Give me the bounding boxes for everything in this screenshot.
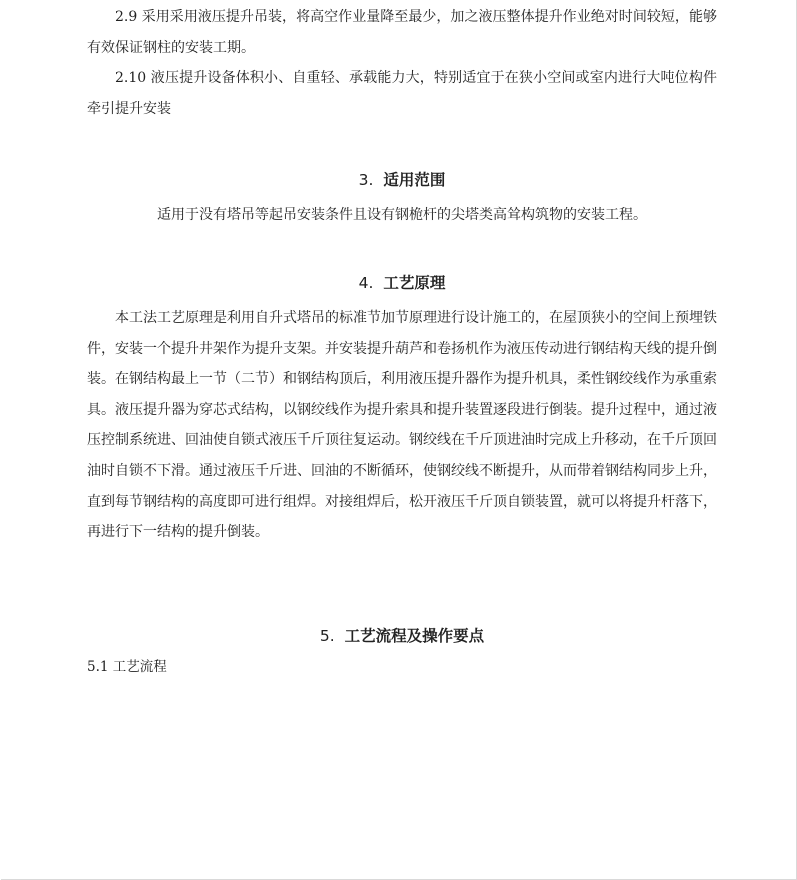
paragraph-2-10: 2.10 液压提升设备体积小、自重轻、承载能力大，特别适宜于在狭小空间或室内进行大吨位构件牵引提升安装 (87, 70, 717, 117)
document-page (1, 0, 797, 880)
subsection-5-1: 5.1 工艺流程 (87, 659, 167, 675)
section-5-title: 工艺流程及操作要点 (344, 627, 485, 645)
section-4-heading (87, 271, 717, 293)
section-3-title: 适用范围 (383, 171, 446, 189)
section-5-heading (87, 624, 717, 646)
paragraph-2-9: 2.9 采用采用液压提升吊装，将高空作业量降至最少，加之液压整体提升作业绝对时间较短，能够有效保证钢柱的安装工期。 (87, 9, 717, 56)
section-4-title: 工艺原理 (383, 274, 446, 292)
section-3-body: 适用于没有塔吊等起吊安装条件且设有钢桅杆的尖塔类高耸构筑物的安装工程。 (157, 207, 647, 223)
section-3-heading (87, 168, 717, 190)
section-4-body: 本工法工艺原理是利用自升式塔吊的标准节加节原理进行设计施工的，在屋顶狭小的空间上预埋铁件，安装一个提升井架作为提升支架。并安装提升葫芦和卷扬机作为液压传动进行钢结构天线的提升倒装。在钢结构最上一节（二节）和钢结构顶后，利用液压提升器作为提升机具，柔性钢绞线作为承重索具。液压提升器为穿芯式结构，以钢绞线作为提升索具和提升装置逐段进行倒装。提升过程中，通过液压控制系统进、回油使自锁式液压千斤顶往复运动。钢绞线在千斤顶进油时完成上升移动，在千斤顶回油时自锁不下滑。通过液压千斤进、回油的不断循环，使钢绞线不断提升，从而带着钢结构同步上升，直到每节钢结构的高度即可进行组焊。对接组焊后，松开液压千斤顶自锁装置，就可以将提升杆落下，再进行下一结构的提升倒装。 (87, 310, 717, 541)
section-4-number: 4. (358, 274, 374, 292)
section-5-number: 5. (319, 627, 335, 645)
section-3-number: 3. (358, 171, 374, 189)
